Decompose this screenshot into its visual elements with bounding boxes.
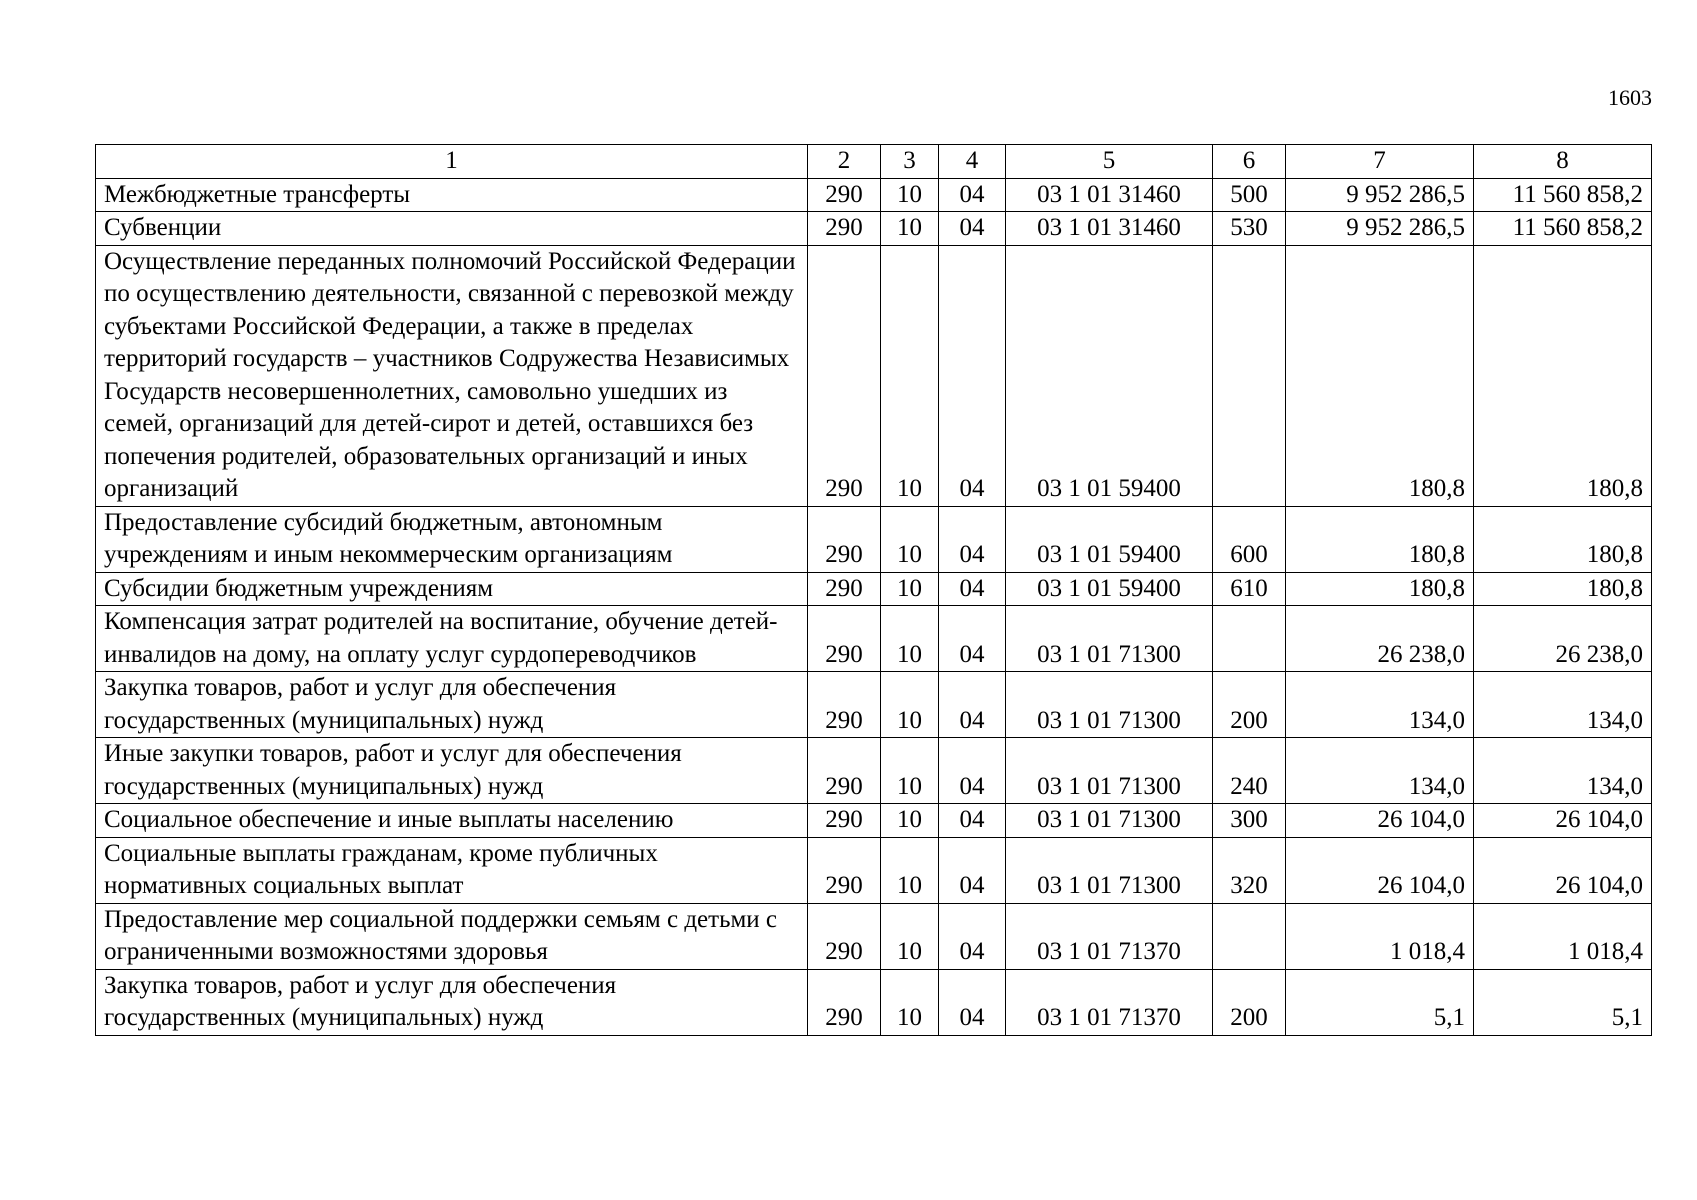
cell-col-2: 290 bbox=[808, 903, 881, 969]
cell-col-5: 03 1 01 71370 bbox=[1006, 903, 1213, 969]
cell-col-4: 04 bbox=[939, 572, 1006, 606]
row-name: Закупка товаров, работ и услуг для обеспечения государственных (муниципальных) нужд bbox=[96, 672, 808, 738]
cell-col-2: 290 bbox=[808, 804, 881, 838]
cell-col-6: 240 bbox=[1213, 738, 1286, 804]
cell-col-5: 03 1 01 59400 bbox=[1006, 506, 1213, 572]
cell-col-7: 26 104,0 bbox=[1286, 837, 1474, 903]
column-header-6: 6 bbox=[1213, 145, 1286, 179]
cell-col-8: 180,8 bbox=[1474, 572, 1652, 606]
cell-col-6: 200 bbox=[1213, 672, 1286, 738]
cell-col-4: 04 bbox=[939, 245, 1006, 506]
cell-col-6: 300 bbox=[1213, 804, 1286, 838]
cell-col-7: 26 238,0 bbox=[1286, 606, 1474, 672]
cell-col-5: 03 1 01 71300 bbox=[1006, 606, 1213, 672]
cell-col-7: 180,8 bbox=[1286, 506, 1474, 572]
cell-col-4: 04 bbox=[939, 178, 1006, 212]
cell-col-2: 290 bbox=[808, 606, 881, 672]
cell-col-2: 290 bbox=[808, 572, 881, 606]
cell-col-3: 10 bbox=[881, 245, 939, 506]
column-header-8: 8 bbox=[1474, 145, 1652, 179]
cell-col-3: 10 bbox=[881, 969, 939, 1035]
cell-col-7: 180,8 bbox=[1286, 245, 1474, 506]
cell-col-5: 03 1 01 59400 bbox=[1006, 245, 1213, 506]
table-row bbox=[96, 738, 1652, 804]
row-name: Закупка товаров, работ и услуг для обеспечения государственных (муниципальных) нужд bbox=[96, 969, 808, 1035]
cell-col-6: 200 bbox=[1213, 969, 1286, 1035]
cell-col-7: 1 018,4 bbox=[1286, 903, 1474, 969]
cell-col-2: 290 bbox=[808, 212, 881, 246]
budget-table bbox=[95, 144, 1652, 1036]
cell-col-6: 500 bbox=[1213, 178, 1286, 212]
row-name: Субсидии бюджетным учреждениям bbox=[96, 572, 808, 606]
row-name: Предоставление мер социальной поддержки семьям с детьми с ограниченными возможностями здоровья bbox=[96, 903, 808, 969]
cell-col-2: 290 bbox=[808, 178, 881, 212]
cell-col-2: 290 bbox=[808, 245, 881, 506]
cell-col-5: 03 1 01 71300 bbox=[1006, 672, 1213, 738]
cell-col-7: 180,8 bbox=[1286, 572, 1474, 606]
cell-col-3: 10 bbox=[881, 837, 939, 903]
cell-col-7: 5,1 bbox=[1286, 969, 1474, 1035]
cell-col-2: 290 bbox=[808, 672, 881, 738]
cell-col-8: 5,1 bbox=[1474, 969, 1652, 1035]
cell-col-4: 04 bbox=[939, 212, 1006, 246]
row-name: Компенсация затрат родителей на воспитание, обучение детей-инвалидов на дому, на оплату услуг сурдопереводчиков bbox=[96, 606, 808, 672]
cell-col-8: 11 560 858,2 bbox=[1474, 212, 1652, 246]
cell-col-8: 180,8 bbox=[1474, 506, 1652, 572]
column-header-1: 1 bbox=[96, 145, 808, 179]
cell-col-2: 290 bbox=[808, 969, 881, 1035]
table-row bbox=[96, 969, 1652, 1035]
cell-col-8: 180,8 bbox=[1474, 245, 1652, 506]
cell-col-3: 10 bbox=[881, 738, 939, 804]
cell-col-8: 134,0 bbox=[1474, 738, 1652, 804]
row-name: Субвенции bbox=[96, 212, 808, 246]
column-header-5: 5 bbox=[1006, 145, 1213, 179]
cell-col-4: 04 bbox=[939, 903, 1006, 969]
cell-col-4: 04 bbox=[939, 738, 1006, 804]
cell-col-3: 10 bbox=[881, 606, 939, 672]
cell-col-6 bbox=[1213, 245, 1286, 506]
cell-col-7: 9 952 286,5 bbox=[1286, 212, 1474, 246]
cell-col-8: 26 104,0 bbox=[1474, 804, 1652, 838]
table-row bbox=[96, 606, 1652, 672]
table-row bbox=[96, 245, 1652, 506]
cell-col-7: 26 104,0 bbox=[1286, 804, 1474, 838]
cell-col-8: 26 238,0 bbox=[1474, 606, 1652, 672]
row-name: Иные закупки товаров, работ и услуг для обеспечения государственных (муниципальных) нужд bbox=[96, 738, 808, 804]
cell-col-8: 26 104,0 bbox=[1474, 837, 1652, 903]
row-name: Социальные выплаты гражданам, кроме публичных нормативных социальных выплат bbox=[96, 837, 808, 903]
cell-col-4: 04 bbox=[939, 837, 1006, 903]
cell-col-6: 320 bbox=[1213, 837, 1286, 903]
cell-col-5: 03 1 01 71300 bbox=[1006, 804, 1213, 838]
cell-col-5: 03 1 01 71370 bbox=[1006, 969, 1213, 1035]
column-header-7: 7 bbox=[1286, 145, 1474, 179]
column-header-3: 3 bbox=[881, 145, 939, 179]
cell-col-6 bbox=[1213, 903, 1286, 969]
table-row bbox=[96, 672, 1652, 738]
table-row bbox=[96, 212, 1652, 246]
cell-col-8: 134,0 bbox=[1474, 672, 1652, 738]
cell-col-6 bbox=[1213, 606, 1286, 672]
cell-col-2: 290 bbox=[808, 738, 881, 804]
cell-col-7: 9 952 286,5 bbox=[1286, 178, 1474, 212]
cell-col-5: 03 1 01 59400 bbox=[1006, 572, 1213, 606]
table-row bbox=[96, 178, 1652, 212]
table-row bbox=[96, 837, 1652, 903]
cell-col-8: 1 018,4 bbox=[1474, 903, 1652, 969]
cell-col-4: 04 bbox=[939, 506, 1006, 572]
row-name: Предоставление субсидий бюджетным, автономным учреждениям и иным некоммерческим организациям bbox=[96, 506, 808, 572]
cell-col-3: 10 bbox=[881, 178, 939, 212]
cell-col-2: 290 bbox=[808, 837, 881, 903]
header-row bbox=[96, 145, 1652, 179]
table-row bbox=[96, 903, 1652, 969]
row-name: Межбюджетные трансферты bbox=[96, 178, 808, 212]
cell-col-6: 600 bbox=[1213, 506, 1286, 572]
cell-col-5: 03 1 01 31460 bbox=[1006, 212, 1213, 246]
column-header-2: 2 bbox=[808, 145, 881, 179]
table-row bbox=[96, 572, 1652, 606]
cell-col-4: 04 bbox=[939, 606, 1006, 672]
cell-col-4: 04 bbox=[939, 672, 1006, 738]
row-name: Осуществление переданных полномочий Российской Федерации по осуществлению деятельности, связанной с перевозкой между субъектами Российской Федерации, а также в пределах территорий государств – участников Содружества Независимых Государств несовершеннолетних, самовольно ушедших из семей, организаций для детей-сирот и детей, оставшихся без попечения родителей, образовательных организаций и иных организаций bbox=[96, 245, 808, 506]
cell-col-6: 530 bbox=[1213, 212, 1286, 246]
cell-col-6: 610 bbox=[1213, 572, 1286, 606]
cell-col-4: 04 bbox=[939, 804, 1006, 838]
cell-col-3: 10 bbox=[881, 903, 939, 969]
cell-col-3: 10 bbox=[881, 572, 939, 606]
column-header-4: 4 bbox=[939, 145, 1006, 179]
cell-col-7: 134,0 bbox=[1286, 672, 1474, 738]
cell-col-3: 10 bbox=[881, 506, 939, 572]
cell-col-3: 10 bbox=[881, 212, 939, 246]
cell-col-5: 03 1 01 71300 bbox=[1006, 837, 1213, 903]
table-row bbox=[96, 506, 1652, 572]
cell-col-3: 10 bbox=[881, 804, 939, 838]
cell-col-7: 134,0 bbox=[1286, 738, 1474, 804]
cell-col-2: 290 bbox=[808, 506, 881, 572]
row-name: Социальное обеспечение и иные выплаты населению bbox=[96, 804, 808, 838]
table-row bbox=[96, 804, 1652, 838]
cell-col-5: 03 1 01 31460 bbox=[1006, 178, 1213, 212]
cell-col-8: 11 560 858,2 bbox=[1474, 178, 1652, 212]
cell-col-5: 03 1 01 71300 bbox=[1006, 738, 1213, 804]
cell-col-3: 10 bbox=[881, 672, 939, 738]
page-number: 1603 bbox=[1608, 85, 1652, 110]
cell-col-4: 04 bbox=[939, 969, 1006, 1035]
